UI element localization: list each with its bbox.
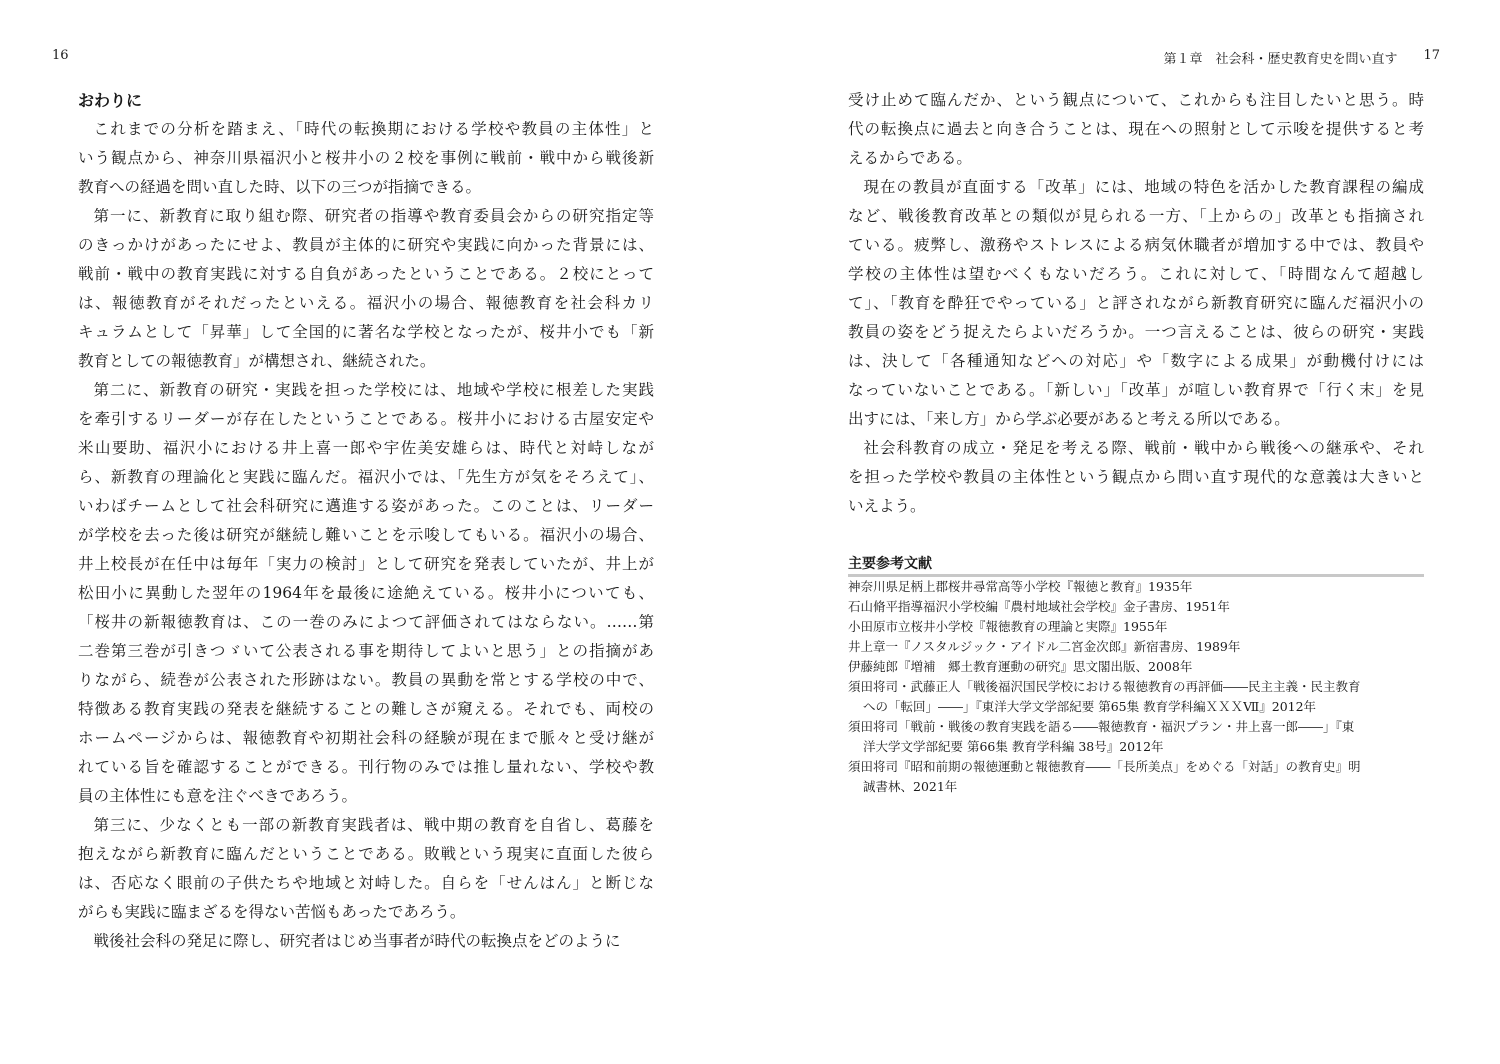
text-line: 教育への経過を問い直した時、以下の三つが指摘できる。 bbox=[78, 178, 482, 196]
reference-list bbox=[848, 577, 1424, 797]
text-line: 学校の主体性は望むべくもないだろう。これに対して、「時間なんて超越し bbox=[848, 265, 1424, 283]
text-line: キュラムとして「昇華」して全国的に著名な学校となったが、桜井小でも「新 bbox=[78, 323, 654, 341]
text-line: 米山要助、福沢小における井上喜一郎や宇佐美安雄らは、時代と対峙しなが bbox=[78, 439, 654, 457]
text-line: ら、新教育の理論化と実践に臨んだ。福沢小では、「先生方が気をそろえて」、 bbox=[78, 468, 654, 486]
reference-item bbox=[848, 657, 1424, 677]
left-text-lines bbox=[78, 115, 654, 956]
reference-text: 須田将司『昭和前期の報徳運動と報徳教育――「長所美点」をめぐる「対話」の教育史』明 bbox=[848, 759, 1361, 774]
reference-item bbox=[848, 717, 1424, 757]
reference-item bbox=[848, 637, 1424, 657]
text-line: 員の主体性にも意を注ぐべきであろう。 bbox=[78, 787, 358, 805]
right-folio: 17 bbox=[1423, 48, 1440, 63]
left-page-body bbox=[78, 86, 654, 956]
text-line: は、決して「各種通知などへの対応」や「数字による成果」が動機付けには bbox=[848, 352, 1424, 370]
text-line: えるからである。 bbox=[848, 149, 972, 167]
text-line: 松田小に異動した翌年の1964年を最後に途絶えている。桜井小についても、 bbox=[78, 584, 654, 602]
text-line: 特徴ある教育実践の発表を継続することの難しさが窺える。それでも、両校の bbox=[78, 700, 654, 718]
text-line: これまでの分析を踏まえ、「時代の転換期における学校や教員の主体性」と bbox=[93, 120, 654, 138]
text-line: 井上校長が在任中は毎年「実力の検討」として研究を発表していたが、井上が bbox=[78, 555, 654, 573]
reference-text: 神奈川県足柄上郡桜井尋常高等小学校『報徳と教育』1935年 bbox=[848, 579, 1193, 594]
reference-text: 須田将司・武藤正人「戦後福沢国民学校における報徳教育の再評価――民主主義・民主教育 bbox=[848, 679, 1361, 694]
references-heading: 主要参考文献 bbox=[848, 555, 1424, 577]
right-page-body bbox=[848, 86, 1424, 797]
reference-item bbox=[848, 597, 1424, 617]
text-line: りながら、続巻が公表された形跡はない。教員の異動を常とする学校の中で、 bbox=[78, 671, 654, 689]
text-line: 教育としての報徳教育」が構想され、継続された。 bbox=[78, 352, 436, 370]
text-line: がらも実践に臨まざるを得ない苦悩もあったであろう。 bbox=[78, 903, 466, 921]
text-line: なっていないことである。「新しい」「改革」が喧しい教育界で「行く末」を見 bbox=[848, 381, 1424, 399]
right-text-lines bbox=[848, 86, 1424, 521]
text-line: いわばチームとして社会科研究に邁進する姿があった。このことは、リーダー bbox=[78, 497, 654, 515]
reference-item bbox=[848, 617, 1424, 637]
text-line: のきっかけがあったにせよ、教員が主体的に研究や実践に向かった背景には、 bbox=[78, 236, 654, 254]
reference-text: 洋大学文学部紀要 第66集 教育学科編 38号』2012年 bbox=[863, 739, 1164, 754]
section-heading: おわりに bbox=[78, 91, 143, 110]
reference-item bbox=[848, 577, 1424, 597]
text-line: れている旨を確認することができる。刊行物のみでは推し量れない、学校や教 bbox=[78, 758, 654, 776]
reference-text: への「転回」――」『東洋大学文学部紀要 第65集 教育学科編ＸＸＸⅦ』2012年 bbox=[863, 699, 1317, 714]
text-line: を牽引するリーダーが存在したということである。桜井小における古屋安定や bbox=[78, 410, 654, 428]
reference-text: 石山脩平指導福沢小学校編『農村地域社会学校』金子書房、1951年 bbox=[848, 599, 1230, 614]
text-line: 戦後社会科の発足に際し、研究者はじめ当事者が時代の転換点をどのように bbox=[93, 932, 621, 950]
reference-text: 誠書林、2021年 bbox=[863, 779, 958, 794]
text-line: 出すには、「来し方」から学ぶ必要があると考える所以である。 bbox=[848, 410, 1290, 428]
text-line: 社会科教育の成立・発足を考える際、戦前・戦中から戦後への継承や、それ bbox=[863, 439, 1424, 457]
text-line: は、報徳教育がそれだったといえる。福沢小の場合、報徳教育を社会科カリ bbox=[78, 294, 654, 312]
text-line: 第二に、新教育の研究・実践を担った学校には、地域や学校に根差した実践 bbox=[93, 381, 654, 399]
text-line: は、否応なく眼前の子供たちや地域と対峙した。自らを「せんはん」と断じな bbox=[78, 874, 654, 892]
text-line: ホームページからは、報徳教育や初期社会科の経験が現在まで脈々と受け継が bbox=[78, 729, 654, 747]
text-line: 現在の教員が直面する「改革」には、地域の特色を活かした教育課程の編成 bbox=[863, 178, 1424, 196]
text-line: 代の転換点に過去と向き合うことは、現在への照射として示唆を提供すると考 bbox=[848, 120, 1424, 138]
text-line: 抱えながら新教育に臨んだということである。敗戦という現実に直面した彼ら bbox=[78, 845, 654, 863]
text-line: など、戦後教育改革との類似が見られる一方、「上からの」改革とも指摘され bbox=[848, 207, 1424, 225]
chapter-title: 第１章 社会科・歴史教育史を問い直す bbox=[1163, 52, 1398, 67]
text-line: ている。疲弊し、激務やストレスによる病気休職者が増加する中では、教員や bbox=[848, 236, 1424, 254]
text-line: 受け止めて臨んだか、という観点について、これからも注目したいと思う。時 bbox=[848, 91, 1424, 109]
left-folio: 16 bbox=[52, 48, 69, 63]
text-line: が学校を去った後は研究が継続し難いことを示唆してもいる。福沢小の場合、 bbox=[78, 526, 654, 544]
text-line: 戦前・戦中の教育実践に対する自負があったということである。２校にとって bbox=[78, 265, 654, 283]
text-line: 二巻第三巻が引きつゞいて公表される事を期待してよいと思う」との指摘があ bbox=[78, 642, 654, 660]
text-line: 第一に、新教育に取り組む際、研究者の指導や教育委員会からの研究指定等 bbox=[93, 207, 654, 225]
text-line: て」、「教育を酔狂でやっている」と評されながら新教育研究に臨んだ福沢小の bbox=[848, 294, 1424, 312]
reference-item bbox=[848, 757, 1424, 797]
text-line: 教員の姿をどう捉えたらよいだろうか。一つ言えることは、彼らの研究・実践 bbox=[848, 323, 1424, 341]
text-line: いえよう。 bbox=[848, 497, 926, 515]
text-line: 第三に、少なくとも一部の新教育実践者は、戦中期の教育を自省し、葛藤を bbox=[93, 816, 654, 834]
reference-text: 小田原市立桜井小学校『報徳教育の理論と実際』1955年 bbox=[848, 619, 1168, 634]
reference-item bbox=[848, 677, 1424, 717]
reference-text: 伊藤純郎『増補 郷土教育運動の研究』思文閣出版、2008年 bbox=[848, 659, 1193, 674]
running-head bbox=[1163, 48, 1440, 67]
reference-text: 井上章一『ノスタルジック・アイドル二宮金次郎』新宿書房、1989年 bbox=[848, 639, 1241, 654]
text-line: を担った学校や教員の主体性という観点から問い直す現代的な意義は大きいと bbox=[848, 468, 1424, 486]
text-line: いう観点から、神奈川県福沢小と桜井小の２校を事例に戦前・戦中から戦後新 bbox=[78, 149, 654, 167]
text-line: 「桜井の新報徳教育は、この一巻のみによつて評価されてはならない。……第 bbox=[78, 613, 654, 631]
reference-text: 須田将司「戦前・戦後の教育実践を語る――報徳教育・福沢プラン・井上喜一郎――」『東 bbox=[848, 719, 1355, 734]
